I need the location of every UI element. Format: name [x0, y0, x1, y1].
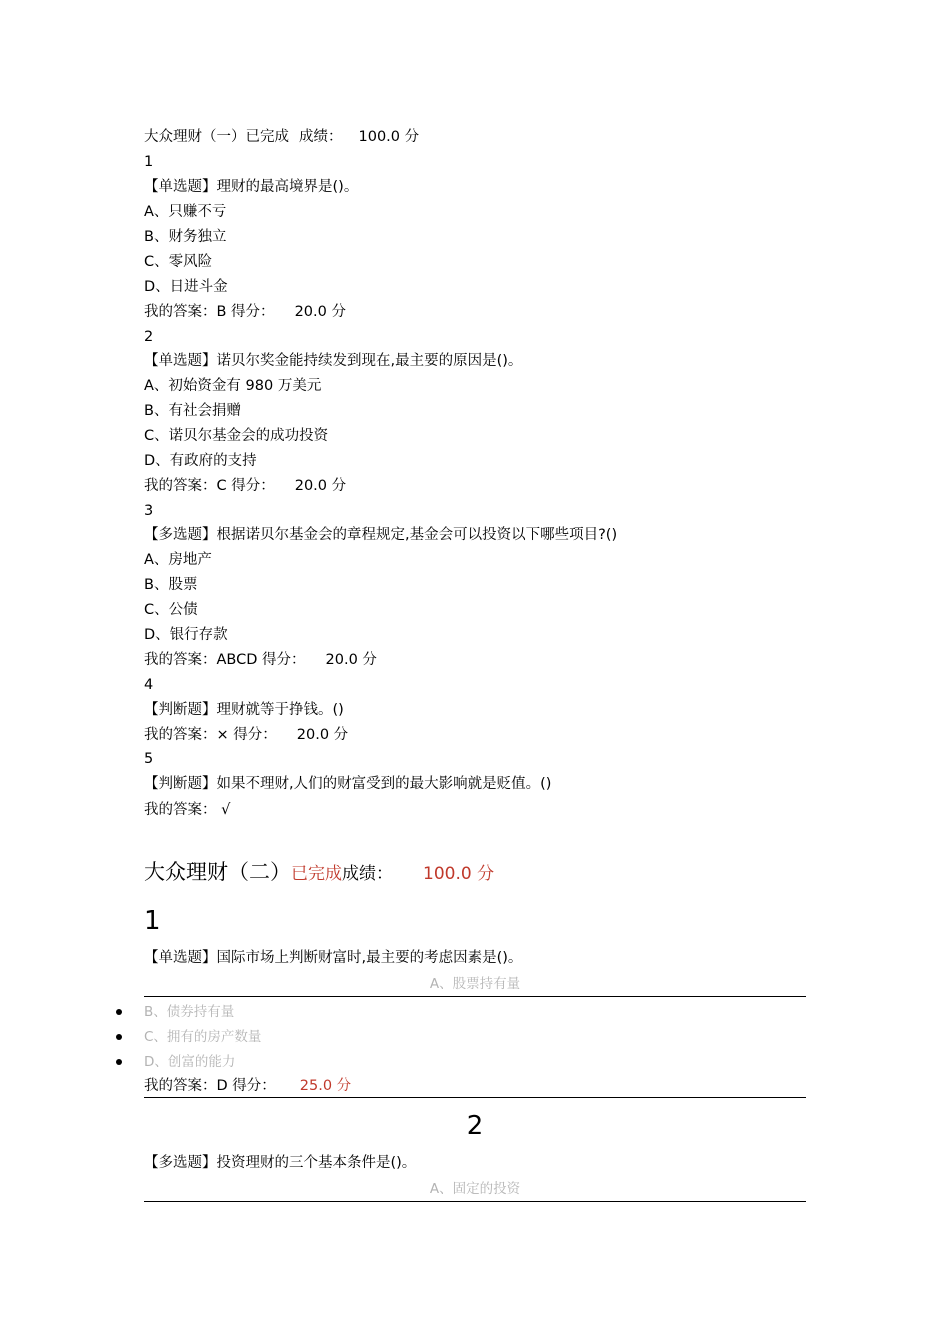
my-answer: [144, 302, 346, 322]
option-a: A、初始资金有 980 万美元: [144, 378, 322, 394]
option-d: D、银行存款: [144, 627, 228, 643]
bullet-icon: [116, 1034, 122, 1040]
section2-score-label: 成绩：: [342, 864, 393, 884]
option-b: B、债券持有量: [144, 1004, 235, 1020]
bullet-icon: [116, 1059, 122, 1065]
answer-text: 我的答案：C 得分：: [144, 478, 275, 494]
option-a: A、固定的投资: [429, 1181, 521, 1197]
question-stem: 【判断题】理财就等于挣钱。(): [144, 702, 344, 718]
answer-text: 我的答案：ABCD 得分：: [144, 652, 306, 668]
option-c: C、诺贝尔基金会的成功投资: [144, 428, 329, 444]
option-a: A、只赚不亏: [144, 204, 227, 220]
section1-score-value: 100.0 分: [358, 129, 420, 145]
answer-points: 20.0 分: [294, 304, 346, 320]
option-b: B、财务独立: [144, 229, 227, 245]
option-b: B、股票: [144, 577, 198, 593]
divider: [144, 996, 806, 997]
question-stem: 【多选题】投资理财的三个基本条件是()。: [144, 1155, 417, 1171]
answer-points: 20.0 分: [294, 478, 347, 494]
section2-status: 已完成: [291, 864, 342, 884]
option-d: D、日进斗金: [144, 279, 228, 295]
option-c: C、公债: [144, 602, 198, 618]
question-number: 3: [144, 503, 154, 519]
option-c: C、零风险: [144, 254, 213, 270]
option-d: D、有政府的支持: [144, 453, 257, 469]
option-b: B、有社会捐赠: [144, 403, 241, 419]
my-answer: [144, 650, 377, 670]
question-number: 1: [144, 154, 154, 170]
section1-title: 大众理财（一）已完成: [144, 129, 289, 145]
section2-score-value: 100.0 分: [423, 864, 495, 884]
answer-points: 25.0 分: [299, 1078, 352, 1094]
question-number: 2: [144, 329, 154, 345]
answer-points: 20.0 分: [296, 727, 349, 743]
my-answer: 我的答案： √: [144, 802, 231, 818]
section2-title: 大众理财（二）: [144, 860, 291, 884]
question-number: 5: [144, 751, 154, 767]
question-number: 2: [466, 1111, 484, 1141]
answer-text: 我的答案：B 得分：: [144, 304, 275, 320]
bullet-icon: [116, 1009, 122, 1015]
my-answer: [144, 1076, 351, 1096]
divider: [144, 1097, 806, 1098]
answer-text: 我的答案：D 得分：: [144, 1078, 276, 1094]
section2-header: [144, 858, 494, 888]
my-answer: [144, 476, 346, 496]
divider: [144, 1201, 806, 1202]
option-d: D、创富的能力: [144, 1054, 236, 1070]
option-a: A、股票持有量: [429, 976, 521, 992]
question-number: 1: [144, 906, 161, 936]
answer-text: 我的答案：× 得分：: [144, 727, 277, 743]
question-stem: 【单选题】诺贝尔奖金能持续发到现在,最主要的原因是()。: [144, 353, 523, 369]
question-number: 4: [144, 677, 154, 693]
option-c: C、拥有的房产数量: [144, 1029, 262, 1045]
question-stem: 【判断题】如果不理财,人们的财富受到的最大影响就是贬值。(): [144, 776, 552, 792]
section1-header: [144, 127, 419, 147]
question-stem: 【单选题】国际市场上判断财富时,最主要的考虑因素是()。: [144, 950, 523, 966]
option-a: A、房地产: [144, 552, 212, 568]
question-stem: 【单选题】理财的最高境界是()。: [144, 179, 359, 195]
answer-points: 20.0 分: [325, 652, 377, 668]
question-stem: 【多选题】根据诺贝尔基金会的章程规定,基金会可以投资以下哪些项目?(): [144, 527, 618, 543]
my-answer: [144, 725, 348, 745]
section1-score-label: 成绩：: [299, 129, 343, 145]
